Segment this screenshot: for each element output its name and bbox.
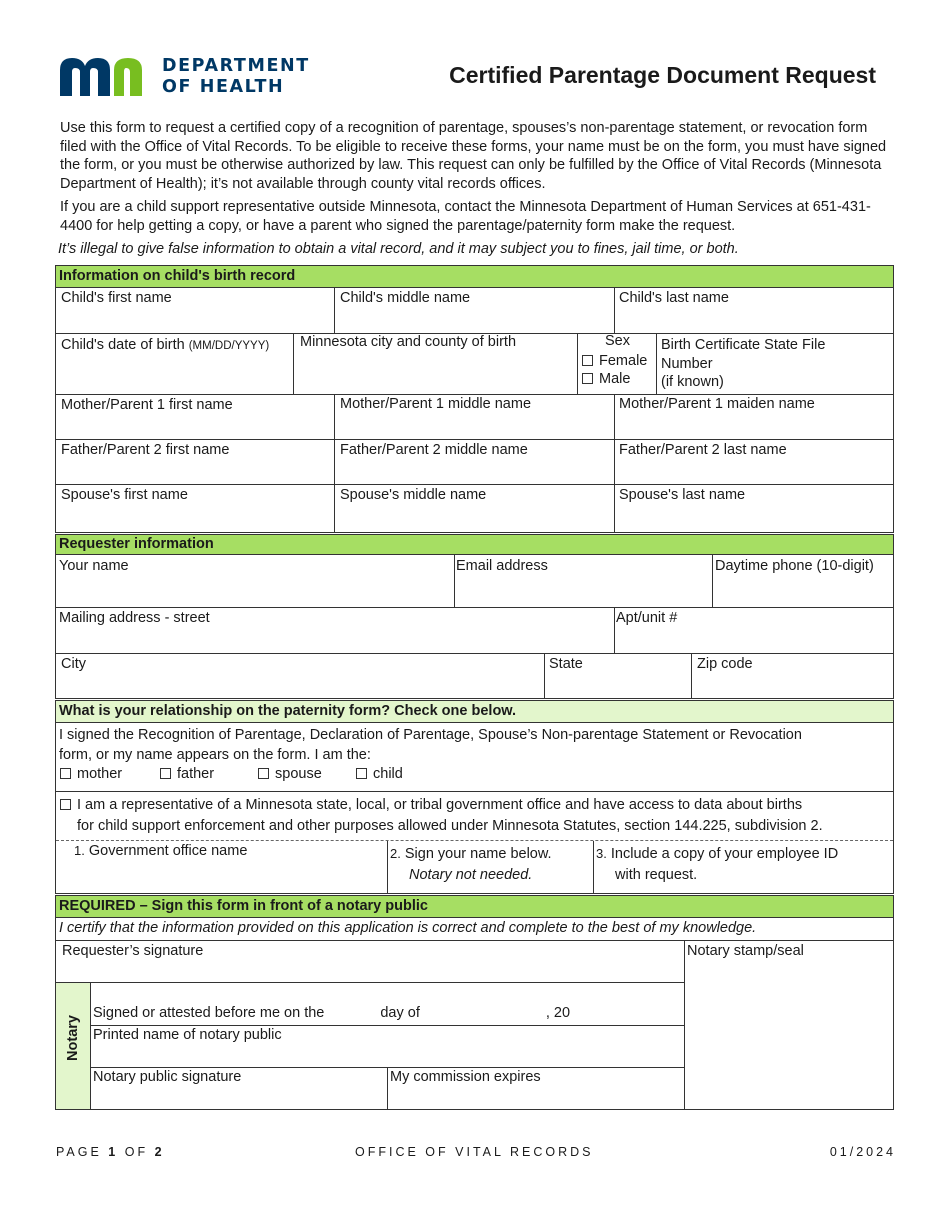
step-2-note: Notary not needed. bbox=[409, 867, 533, 883]
government-office-field[interactable] bbox=[74, 843, 247, 859]
intro-paragraph-2: If you are a child support representative outside Minnesota, contact the Minnesota Department of Human Services at 651-431-4400 for help getting a copy, or have a parent who signed the parentage/paternity form make the request. bbox=[60, 199, 871, 234]
state-file-label-2: Number bbox=[661, 355, 713, 372]
commission-expires-field[interactable]: My commission expires bbox=[390, 1069, 541, 1085]
divider bbox=[55, 439, 894, 440]
page-number bbox=[56, 1145, 165, 1159]
requester-grid bbox=[55, 554, 894, 699]
page-word: PAGE bbox=[56, 1145, 102, 1159]
notary-signature-field[interactable]: Notary public signature bbox=[93, 1069, 242, 1085]
false-info-warning: It’s illegal to give false information to obtain a vital record, and it may subject you to fines, jail time, or both. bbox=[58, 241, 739, 257]
state-file-label-3: (if known) bbox=[661, 374, 724, 390]
representative-option[interactable] bbox=[60, 795, 823, 837]
option-spouse[interactable] bbox=[258, 766, 322, 782]
option-mother[interactable] bbox=[60, 766, 122, 782]
father-label: father bbox=[177, 766, 215, 782]
divider bbox=[614, 608, 615, 653]
divider bbox=[55, 394, 894, 395]
logo-line-2: OF HEALTH bbox=[162, 77, 285, 97]
divider bbox=[55, 791, 894, 792]
female-checkbox[interactable] bbox=[582, 355, 593, 366]
sex-male-option[interactable] bbox=[582, 371, 630, 387]
divider bbox=[293, 334, 294, 394]
street-field[interactable]: Mailing address - street bbox=[59, 610, 210, 626]
of-word: OF bbox=[124, 1145, 149, 1159]
spouse-first-name-field[interactable]: Spouse's first name bbox=[61, 487, 188, 503]
attested-field[interactable] bbox=[93, 1005, 570, 1021]
divider bbox=[454, 555, 455, 607]
printed-notary-name-field[interactable]: Printed name of notary public bbox=[93, 1027, 282, 1043]
sex-female-option[interactable] bbox=[582, 353, 647, 369]
child-label: child bbox=[373, 766, 403, 782]
child-checkbox[interactable] bbox=[356, 768, 367, 779]
child-section-heading: Information on child's birth record bbox=[55, 265, 894, 288]
form-title: Certified Parentage Document Request bbox=[449, 62, 876, 88]
divider bbox=[656, 334, 657, 394]
father-middle-name-field[interactable]: Father/Parent 2 middle name bbox=[340, 442, 528, 458]
your-name-field[interactable]: Your name bbox=[59, 558, 129, 574]
step-1-number: 1. bbox=[74, 843, 85, 858]
divider bbox=[614, 395, 615, 532]
spouse-last-name-field[interactable]: Spouse's last name bbox=[619, 487, 746, 503]
divider bbox=[691, 654, 692, 698]
signed-line-2: form, or my name appears on the form. I am the: bbox=[59, 747, 371, 763]
step-3-number: 3. bbox=[596, 846, 607, 861]
notary-side-label: Notary bbox=[65, 1015, 81, 1061]
child-first-name-field[interactable]: Child's first name bbox=[61, 290, 172, 306]
step-2-number: 2. bbox=[390, 846, 401, 861]
divider bbox=[56, 840, 893, 841]
requester-signature-field[interactable]: Requester’s signature bbox=[62, 943, 204, 959]
spouse-middle-name-field[interactable]: Spouse's middle name bbox=[340, 487, 487, 503]
rep-line-1: I am a representative of a Minnesota state, local, or tribal government office and have access to data about births bbox=[77, 797, 803, 813]
mother-middle-name-field[interactable]: Mother/Parent 1 middle name bbox=[340, 396, 532, 412]
child-dob-field[interactable] bbox=[61, 337, 269, 353]
page-total: 2 bbox=[154, 1145, 165, 1159]
phone-field[interactable]: Daytime phone (10-digit) bbox=[715, 558, 874, 574]
page-num: 1 bbox=[108, 1145, 119, 1159]
mother-first-name-field[interactable]: Mother/Parent 1 first name bbox=[61, 397, 233, 413]
female-label: Female bbox=[599, 353, 648, 369]
logo-wordmark bbox=[162, 56, 310, 98]
year-label: , 20 bbox=[545, 1005, 571, 1021]
state-file-number-field[interactable] bbox=[661, 336, 825, 392]
mdh-logo bbox=[58, 56, 330, 98]
spouse-checkbox[interactable] bbox=[258, 768, 269, 779]
divider bbox=[91, 1067, 685, 1068]
child-dob-label: Child's date of birth bbox=[61, 337, 185, 353]
revision-date: 01/2024 bbox=[829, 1145, 896, 1159]
step-3-label: Include a copy of your employee ID bbox=[610, 846, 839, 862]
step-2-instruction bbox=[390, 843, 552, 886]
sex-label: Sex bbox=[605, 333, 630, 349]
mother-maiden-name-field[interactable]: Mother/Parent 1 maiden name bbox=[619, 396, 815, 412]
divider bbox=[91, 1025, 685, 1026]
city-county-field[interactable]: Minnesota city and county of birth bbox=[300, 334, 517, 350]
divider bbox=[334, 395, 335, 532]
divider bbox=[577, 334, 578, 394]
state-file-label-1: Birth Certificate State File bbox=[661, 337, 826, 353]
city-field[interactable]: City bbox=[61, 656, 86, 672]
mn-logo-mark-icon bbox=[58, 56, 152, 96]
divider bbox=[387, 1068, 388, 1109]
step-3-label-2: with request. bbox=[615, 867, 698, 883]
divider bbox=[334, 288, 335, 333]
father-last-name-field[interactable]: Father/Parent 2 last name bbox=[619, 442, 787, 458]
divider bbox=[387, 841, 388, 893]
apt-field[interactable]: Apt/unit # bbox=[616, 610, 678, 626]
intro-paragraph-1: Use this form to request a certified copy of a recognition of parentage, spouses’s non-parentage statement, or revocation form filed with the Office of Vital Records. To be eligible to receive these forms, your name must be on the form, you must have signed the form, or you must be otherwise authorized by law. This request can only be fulfilled by the Office of Vital Records (Minnesota Department of Health); it’s not available through county vital records offices. bbox=[60, 120, 887, 192]
spouse-label: spouse bbox=[275, 766, 322, 782]
representative-checkbox[interactable] bbox=[60, 799, 71, 810]
notary-section-heading: REQUIRED – Sign this form in front of a notary public bbox=[55, 895, 894, 918]
child-last-name-field[interactable]: Child's last name bbox=[619, 290, 729, 306]
mother-label: mother bbox=[77, 766, 123, 782]
office-name: OFFICE OF VITAL RECORDS bbox=[355, 1145, 594, 1159]
child-dob-format: (MM/DD/YYYY) bbox=[188, 340, 270, 352]
attested-label: Signed or attested before me on the bbox=[93, 1005, 325, 1021]
option-father[interactable] bbox=[160, 766, 214, 782]
requester-section-heading: Requester information bbox=[55, 534, 894, 555]
divider bbox=[55, 484, 894, 485]
notary-stamp-area: Notary stamp/seal bbox=[687, 943, 804, 959]
divider bbox=[614, 288, 615, 333]
divider bbox=[593, 841, 594, 893]
mother-checkbox[interactable] bbox=[60, 768, 71, 779]
divider bbox=[55, 982, 685, 983]
option-child[interactable] bbox=[356, 766, 403, 782]
email-field[interactable]: Email address bbox=[456, 558, 548, 574]
divider bbox=[544, 654, 545, 698]
divider bbox=[55, 607, 894, 608]
day-of-label: day of bbox=[380, 1005, 420, 1021]
divider bbox=[712, 555, 713, 607]
male-checkbox[interactable] bbox=[582, 373, 593, 384]
relationship-section-heading: What is your relationship on the paternity form? Check one below. bbox=[55, 700, 894, 723]
logo-line-1: DEPARTMENT bbox=[162, 56, 310, 76]
father-checkbox[interactable] bbox=[160, 768, 171, 779]
step-3-instruction bbox=[596, 843, 838, 886]
signed-line-1: I signed the Recognition of Parentage, Declaration of Parentage, Spouse’s Non-parentage Statement or Revocation bbox=[59, 727, 802, 743]
father-first-name-field[interactable]: Father/Parent 2 first name bbox=[61, 442, 230, 458]
child-middle-name-field[interactable]: Child's middle name bbox=[340, 290, 471, 306]
signed-statement bbox=[59, 725, 802, 765]
male-label: Male bbox=[599, 371, 631, 387]
step-2-label: Sign your name below. bbox=[404, 846, 552, 862]
rep-line-2: for child support enforcement and other purposes allowed under Minnesota Statutes, section 144.225, subdivision 2. bbox=[77, 818, 823, 834]
certify-statement: I certify that the information provided on this application is correct and complete to the best of my knowledge. bbox=[59, 920, 757, 936]
step-1-label: Government office name bbox=[88, 843, 248, 859]
divider bbox=[55, 653, 894, 654]
state-field[interactable]: State bbox=[549, 656, 583, 672]
zip-field[interactable]: Zip code bbox=[697, 656, 753, 672]
